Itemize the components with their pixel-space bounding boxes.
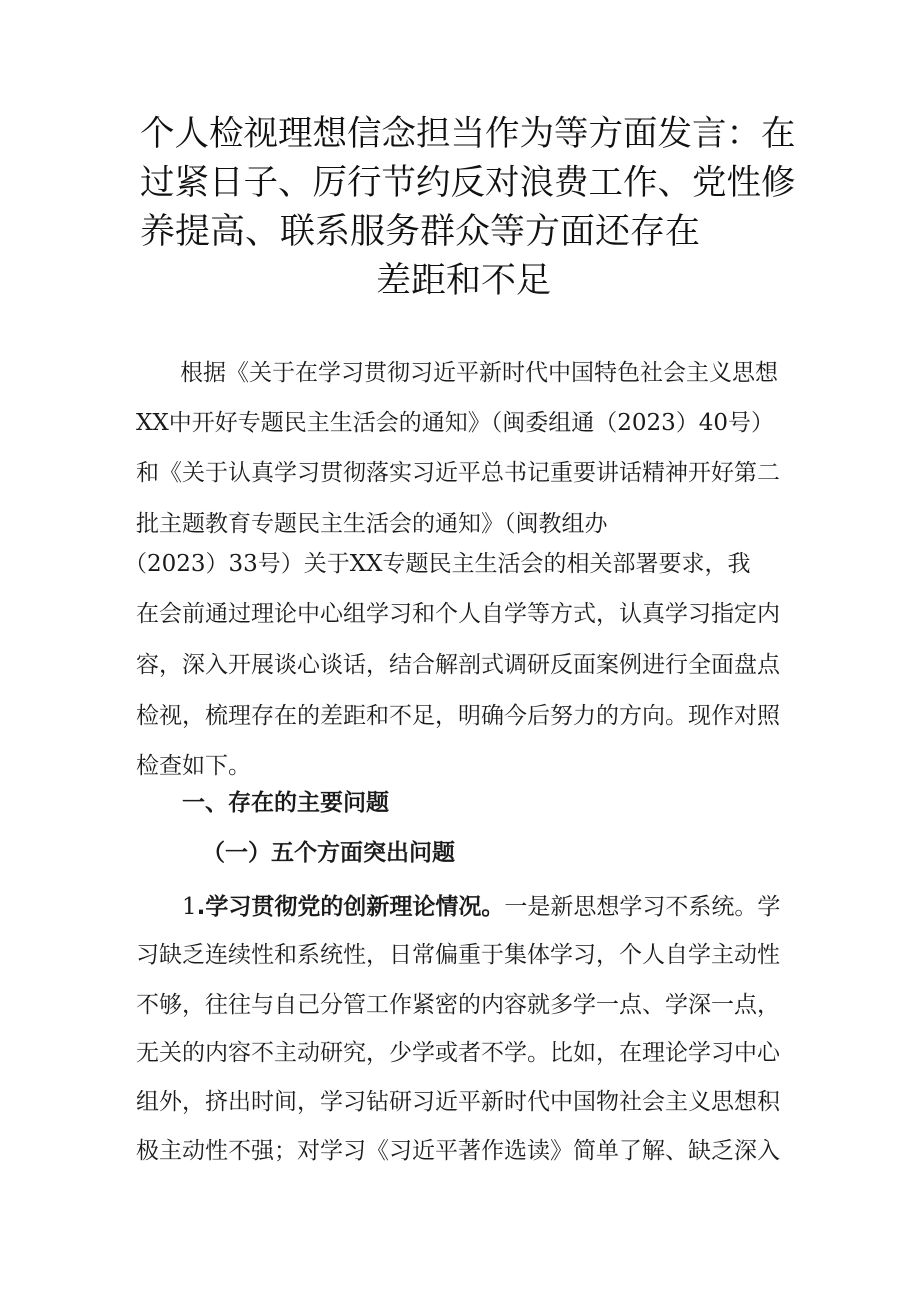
item-1-first-line-rest: 一是新思想学习不系统。学	[504, 894, 781, 920]
intro-line-7: 容，深入开展谈心谈话，结合解剖式调研反面案例进行全面盘点	[136, 652, 780, 678]
item-1-line-6: 极主动性不强；对学习《习近平著作选读》简单了解、缺乏深入	[136, 1138, 780, 1164]
document-title	[140, 110, 800, 306]
item-1-line-4: 无关的内容不主动研究，少学或者不学。比如，在理论学习中心	[136, 1040, 780, 1066]
item-1-line-2: 习缺乏连续性和系统性，日常偏重于集体学习，个人自学主动性	[136, 942, 780, 968]
item-1-line-5: 组外，挤出时间，学习钻研习近平新时代中国物社会主义思想积	[136, 1089, 780, 1115]
section-subheading: （一）五个方面突出问题	[202, 840, 455, 866]
item-1-first-line	[182, 892, 780, 922]
intro-line-8: 检视，梳理存在的差距和不足，明确今后努力的方向。现作对照	[136, 703, 780, 729]
item-1-line-3: 不够，往往与自己分管工作紧密的内容就多学一点、学深一点，	[136, 992, 780, 1018]
title-line-1: 个人检视理想信念担当作为等方面发言：在	[140, 114, 796, 154]
intro-line-2: XX中开好专题民主生活会的通知》（闽委组通（2023）40号）	[136, 410, 775, 436]
item-1-bold-lead: .学习贯彻党的创新理论情况。	[196, 894, 505, 920]
item-1-number: 1	[182, 894, 197, 920]
intro-line-6: 在会前通过理论中心组学习和个人自学等方式，认真学习指定内	[136, 601, 780, 627]
intro-line-9: 检查如下。	[136, 753, 251, 779]
intro-line-3: 和《关于认真学习贯彻落实习近平总书记重要讲话精神开好第二	[136, 460, 780, 486]
intro-line-1: 根据《关于在学习贯彻习近平新时代中国特色社会主义思想	[180, 360, 778, 386]
intro-line-4: 批主题教育专题民主生活会的通知》（闽教组办	[136, 511, 608, 537]
intro-line-5: （2023）33号）关于XX专题民主生活会的相关部署要求，我	[124, 551, 751, 577]
section-heading: 一、存在的主要问题	[182, 790, 389, 816]
title-line-3: 养提高、联系服务群众等方面还存在	[140, 212, 701, 252]
title-line-4: 差距和不足	[376, 261, 552, 301]
title-line-2: 过紧日子、厉行节约反对浪费工作、党性修	[140, 163, 796, 203]
